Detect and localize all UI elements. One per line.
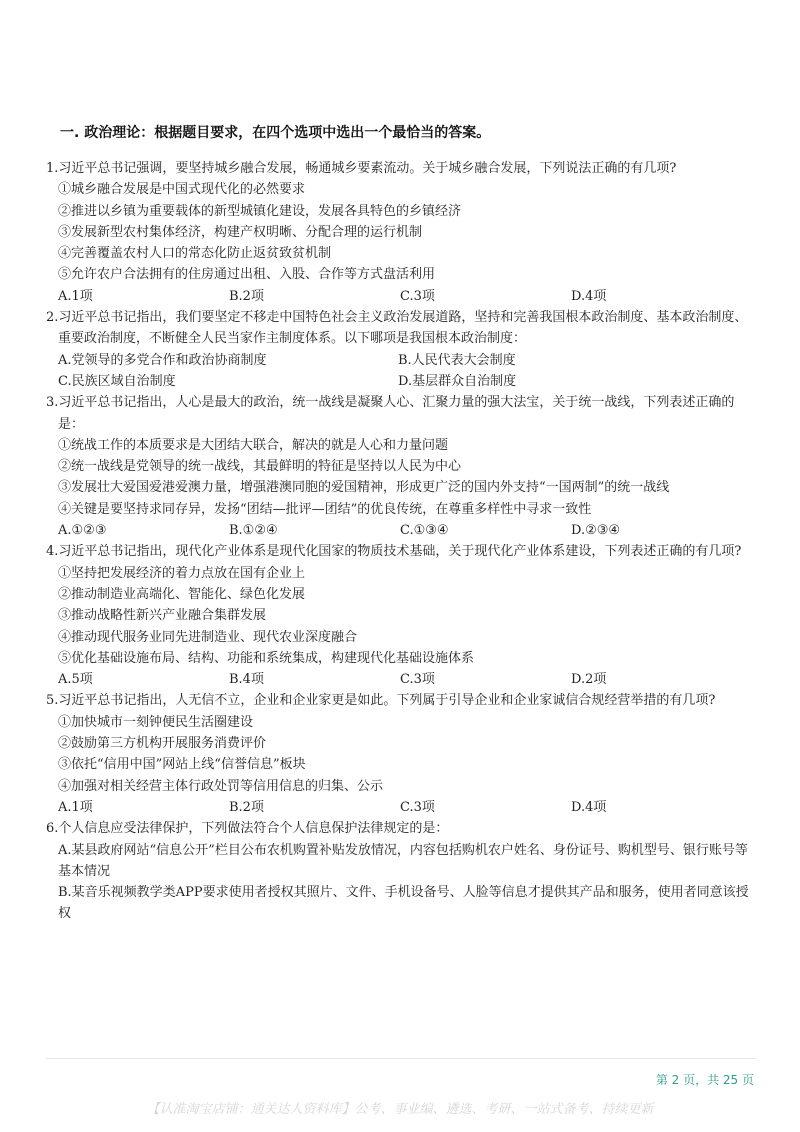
statement-item: ④加强对相关经营主体行政处罚等信用信息的归集、公示	[58, 778, 384, 794]
choice-a: A.1项	[58, 288, 93, 304]
statement-item: ④推动现代服务业同先进制造业、现代农业深度融合	[58, 629, 358, 645]
statement-item: ④完善覆盖农村人口的常态化防止返贫致贫机制	[58, 246, 332, 262]
choice-d: D.4项	[571, 799, 607, 815]
statement-item: ①坚持把发展经济的着力点放在国有企业上	[58, 565, 306, 581]
answer-choices	[46, 286, 758, 307]
choice-b: B.①②④	[229, 523, 278, 539]
section-title: 一. 政治理论：根据题目要求，在四个选项中选出一个最恰当的答案。	[60, 125, 491, 141]
question-stem: 2.习近平总书记指出，我们要坚定不移走中国特色社会主义政治发展道路，坚持和完善我国根本政治制度、基本政治制度、重要政治制度，不断健全人民当家作主制度体系。以下哪项是我国根本政治制度：	[46, 310, 748, 347]
choice-c: C.①③④	[400, 523, 449, 539]
choice-a: A.党领导的多党合作和政治协商制度	[58, 352, 267, 368]
statement-item: ⑤优化基础设施布局、结构、功能和系统集成，构建现代化基础设施体系	[58, 650, 475, 666]
question-4	[46, 541, 758, 690]
choice-c: C.3项	[400, 799, 435, 815]
footer-divider	[46, 1058, 756, 1059]
question-6	[46, 818, 758, 924]
question-stem: 4.习近平总书记指出，现代化产业体系是现代化国家的物质技术基础，关于现代化产业体系建设，下列表述正确的有几项?	[46, 544, 742, 560]
statement-item: ③发展新型农村集体经济，构建产权明晰、分配合理的运行机制	[58, 224, 423, 240]
statement-item: ③依托“信用中国”网站上线“信誉信息”板块	[58, 757, 306, 773]
statement-item: ④关键是要坚持求同存异，发扬“团结—批评—团结”的优良传统，在尊重多样性中寻求一致性	[58, 501, 592, 517]
choice-a: A.某县政府网站“信息公开”栏目公布农机购置补贴发放情况，内容包括购机农户姓名、身份证号、购机型号、银行账号等基本情况	[58, 842, 748, 879]
answer-choices	[46, 350, 758, 371]
statement-item: ②推动制造业高端化、智能化、绿色化发展	[58, 586, 306, 602]
question-3	[46, 392, 758, 541]
choice-d: D.基层群众自治制度	[398, 373, 517, 389]
question-stem: 1.习近平总书记强调，要坚持城乡融合发展，畅通城乡要素流动。关于城乡融合发展，下列说法正确的有几项?	[46, 161, 677, 176]
statement-item: ③推动战略性新兴产业融合集群发展	[58, 608, 267, 624]
answer-choices	[46, 797, 758, 818]
statement-item: ①统战工作的本质要求是大团结大联合，解决的就是人心和力量问题	[58, 437, 449, 453]
statement-item: ②鼓励第三方机构开展服务消费评价	[58, 736, 267, 752]
choice-c: C.民族区域自治制度	[58, 373, 176, 389]
question-list	[46, 158, 758, 925]
question-stem: 5.习近平总书记指出，人无信不立，企业和企业家更是如此。下列属于引导企业和企业家诚信合规经营举措的有几项?	[46, 693, 716, 709]
answer-choices	[46, 520, 758, 541]
page-number: 第 2 页，共 25 页	[655, 1073, 754, 1087]
statement-item: ②统一战线是党领导的统一战线，其最鲜明的特征是坚持以人民为中心	[58, 459, 462, 475]
answer-choices	[46, 669, 758, 690]
choice-c: C.3项	[400, 288, 435, 304]
choice-b: B.2项	[229, 799, 264, 815]
statement-item: ①加快城市一刻钟便民生活圈建设	[58, 714, 254, 730]
question-5	[46, 690, 758, 818]
choice-d: D.②③④	[571, 523, 621, 539]
question-stem: 3.习近平总书记指出，人心是最大的政治，统一战线是凝聚人心、汇聚力量的强大法宝，关于统一战线，下列表述正确的是：	[46, 395, 735, 432]
answer-choices	[46, 371, 758, 392]
choice-a: A.1项	[58, 799, 93, 815]
choice-d: D.2项	[571, 672, 607, 688]
choice-a: A.①②③	[58, 523, 107, 539]
choice-b: B.人民代表大会制度	[398, 352, 516, 368]
watermark-text: 【认准淘宝店铺：通关达人资料库】公考、事业编、遴选、考研、一站式备考、持续更新	[146, 1102, 654, 1117]
choice-d: D.4项	[571, 288, 607, 304]
statement-item: ③发展壮大爱国爱港爱澳力量，增强港澳同胞的爱国精神，形成更广泛的国内外支持“一国两制”的统一战线	[58, 480, 670, 496]
choice-b: B.2项	[229, 288, 264, 304]
choice-b: B.4项	[229, 672, 264, 688]
choice-a: A.5项	[58, 672, 93, 688]
statement-item: ①城乡融合发展是中国式现代化的必然要求	[58, 182, 306, 198]
choice-b: B.某音乐视频教学类APP要求使用者授权其照片、文件、手机设备号、人脸等信息才提供其产品和服务，使用者同意该授权	[58, 885, 749, 922]
question-1	[46, 158, 758, 307]
choice-c: C.3项	[400, 672, 435, 688]
question-stem: 6.个人信息应受法律保护，下列做法符合个人信息保护法律规定的是：	[46, 821, 449, 837]
question-2	[46, 307, 758, 392]
statement-item: ⑤允许农户合法拥有的住房通过出租、入股、合作等方式盘活利用	[58, 267, 436, 283]
statement-item: ②推进以乡镇为重要载体的新型城镇化建设，发展各具特色的乡镇经济	[58, 203, 462, 219]
